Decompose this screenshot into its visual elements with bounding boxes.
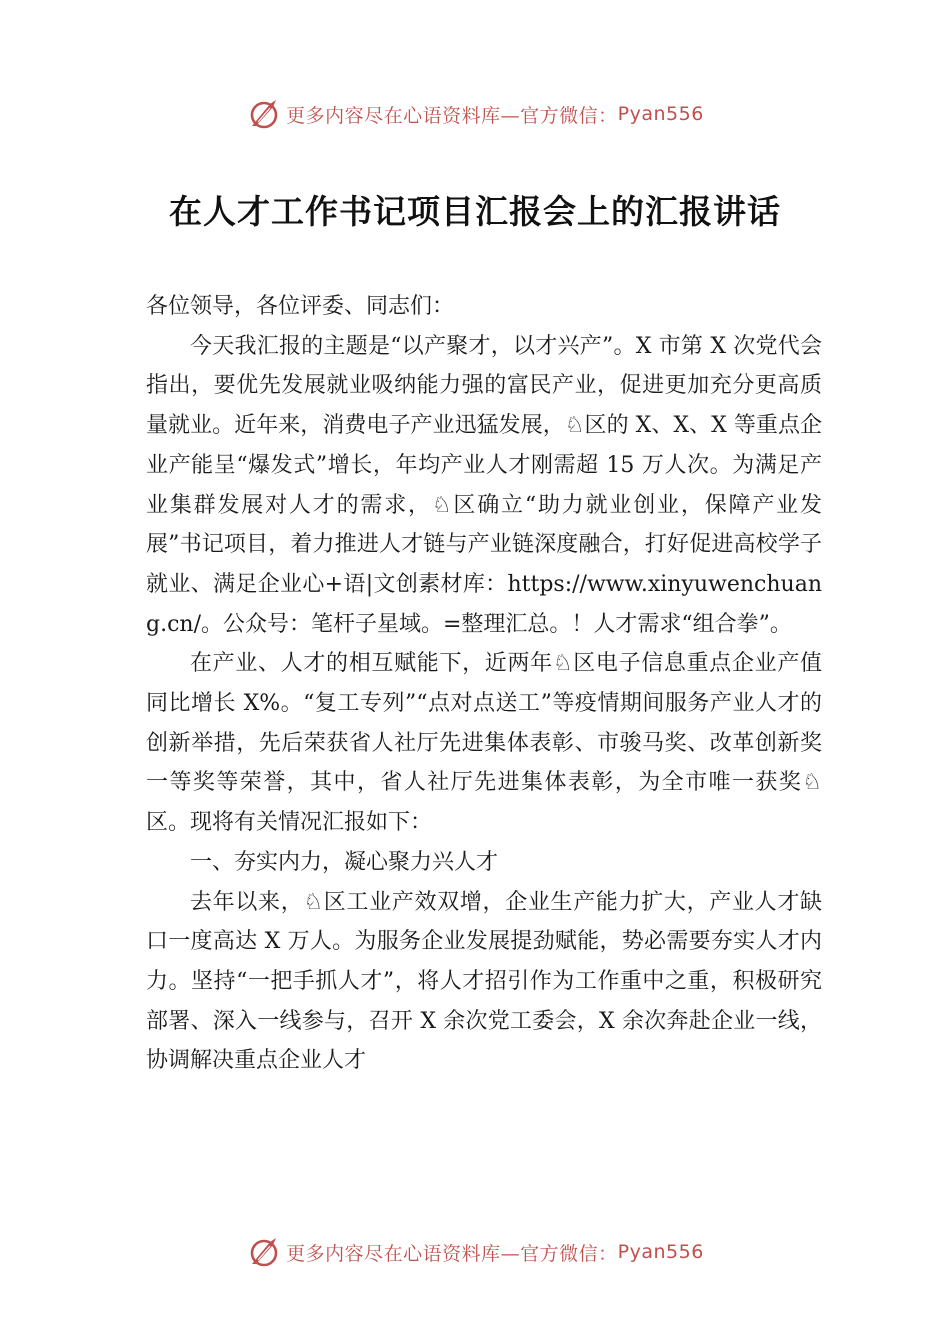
quill-pen-logo-icon bbox=[246, 96, 282, 132]
section-heading-1: 一、夯实内力，凝心聚力兴人才 bbox=[190, 849, 499, 875]
banner-account: Pyan556 bbox=[617, 103, 704, 125]
paragraph-section-1: 去年以来，♘区工业产效双增，企业生产能力扩大，产业人才缺口一度高达 X 万人。为服务企业发展提劲赋能，势必需要夯实人才内力。坚持“一把手抓人才”，将人才招引作为工作重中之重，积极研究部署、深入一线参与，召开 X 余次党工委会，X 余次奔赴企业一线，协调解决重点企业人才 bbox=[146, 889, 822, 1074]
document-title: 在人才工作书记项目汇报会上的汇报讲话 bbox=[169, 192, 781, 231]
banner-account: Pyan556 bbox=[617, 1241, 704, 1263]
paragraph-intro: 今天我汇报的主题是“以产聚才，以才兴产”。X 市第 X 次党代会指出，要优先发展就业吸纳能力强的富民产业，促进更加充分更高质量就业。近年来，消费电子产业迅猛发展，♘区的 X、X、X 等重点企业产能呈“爆发式”增长，年均产业人才刚需超 15 万人次。为满足产业集群发展对人才的需求，♘区确立“助力就业创业，保障产业发展”书记项目，着力推进人才链与产业链深度融合，打好促进高校学子就业、满足企业心+语|文创素材库：https://www.xinyuwenchuang.cn/。公众号：笔杆子星域。=整理汇总。！人才需求“组合拳”。 bbox=[146, 333, 822, 637]
quill-pen-logo-icon bbox=[246, 1234, 282, 1270]
header-watermark-banner bbox=[0, 94, 950, 134]
banner-text: 更多内容尽在心语资料库—官方微信： bbox=[286, 104, 618, 127]
paragraph-achievements: 在产业、人才的相互赋能下，近两年♘区电子信息重点企业产值同比增长 X%。“复工专列”“点对点送工”等疫情期间服务产业人才的创新举措，先后荣获省人社厅先进集体表彰、市骏马奖、改革创新奖一等奖等荣誉，其中，省人社厅先进集体表彰，为全市唯一获奖♘区。现将有关情况汇报如下： bbox=[146, 651, 822, 836]
salutation: 各位领导，各位评委、同志们： bbox=[146, 294, 455, 319]
banner-text: 更多内容尽在心语资料库—官方微信： bbox=[286, 1242, 618, 1265]
document-body bbox=[146, 287, 822, 1081]
footer-watermark-banner bbox=[0, 1232, 950, 1272]
